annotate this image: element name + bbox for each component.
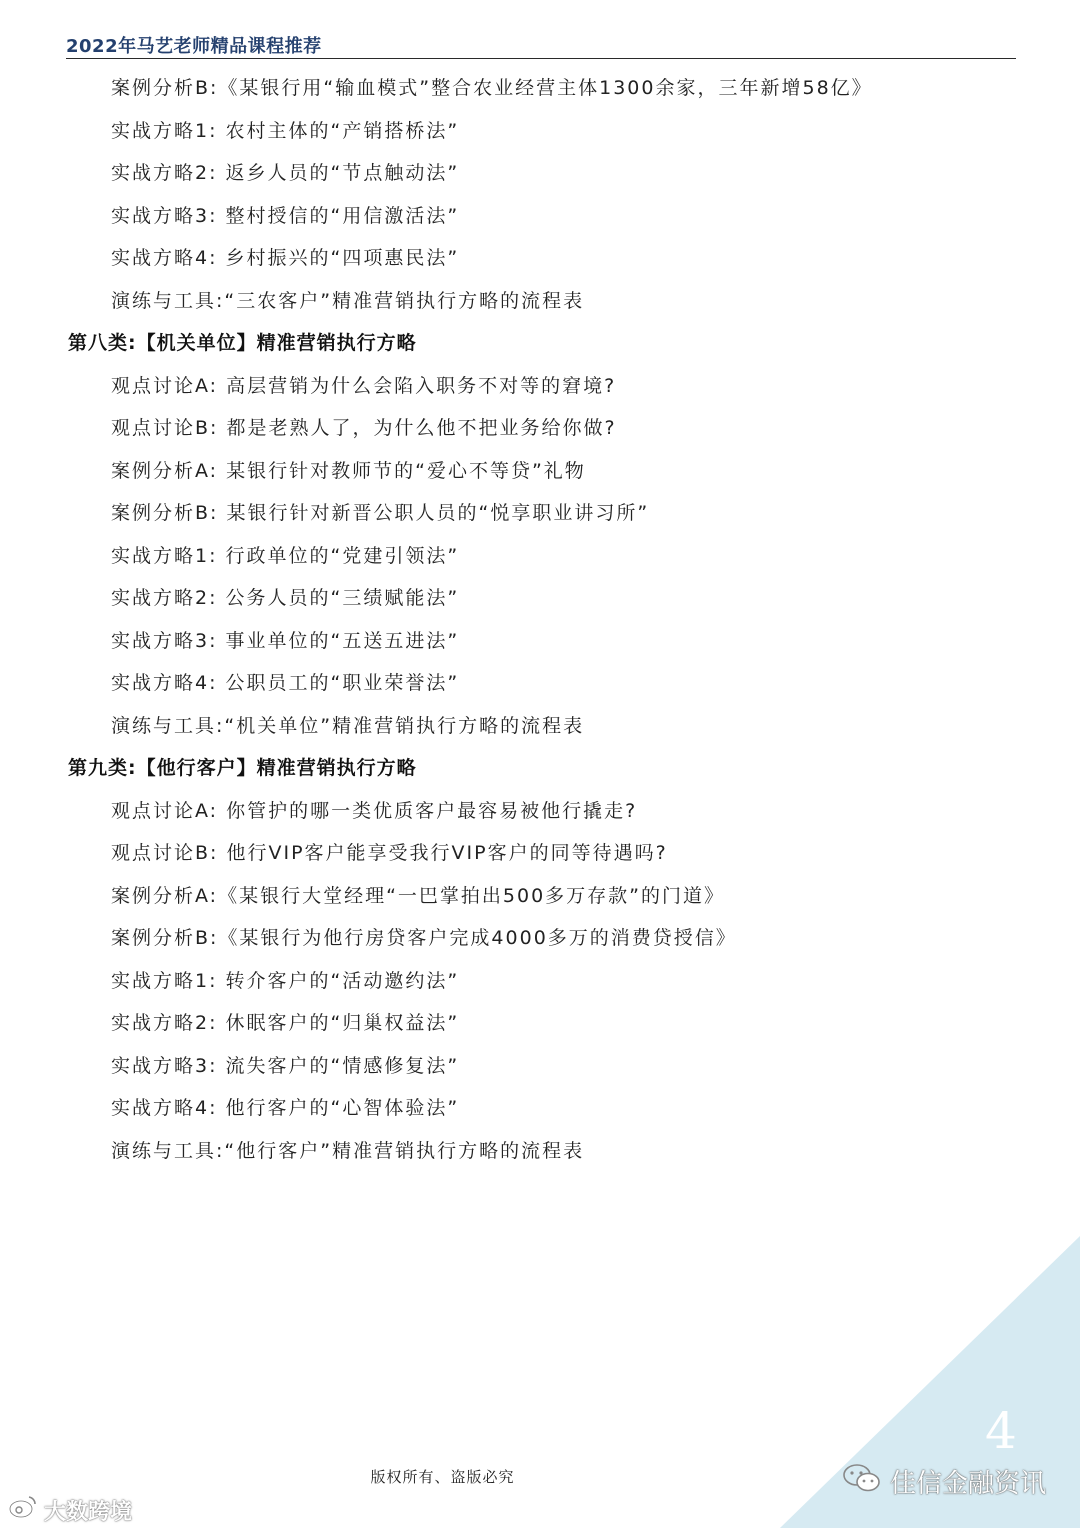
list-item: 演练与工具:“他行客户”精准营销执行方略的流程表 [111,1139,585,1162]
header-rule [66,58,1016,59]
list-item: 实战方略1: 行政单位的“党建引领法” [111,544,460,567]
weibo-icon [8,1494,38,1526]
list-item: 观点讨论A: 你管护的哪一类优质客户最容易被他行撬走? [111,799,638,822]
watermark-left-text: 大数跨境 [44,1499,133,1525]
list-item: 观点讨论A: 高层营销为什么会陷入职务不对等的窘境? [111,374,617,397]
list-item: 实战方略3: 整村授信的“用信激活法” [111,204,460,227]
header-title: 2022年马艺老师精品课程推荐 [66,36,322,57]
section-heading: 第九类:【他行客户】精准营销执行方略 [68,757,417,779]
list-item: 实战方略1: 农村主体的“产销搭桥法” [111,119,460,142]
section-heading: 第八类:【机关单位】精准营销执行方略 [68,332,417,354]
list-item: 实战方略2: 休眠客户的“归巢权益法” [111,1012,460,1034]
list-item: 实战方略1: 转介客户的“活动邀约法” [111,969,460,992]
list-item: 案例分析A:《某银行大堂经理“一巴掌拍出500多万存款”的门道》 [111,884,726,907]
list-item: 实战方略4: 乡村振兴的“四项惠民法” [111,247,460,269]
list-item: 案例分析A: 某银行针对教师节的“爱心不等贷”礼物 [111,459,586,482]
list-item: 演练与工具:“机关单位”精准营销执行方略的流程表 [111,714,585,737]
watermark-left [8,1494,132,1526]
list-item: 实战方略2: 返乡人员的“节点触动法” [111,162,460,184]
list-item: 实战方略3: 事业单位的“五送五进法” [111,629,460,652]
list-item: 案例分析B:《某银行为他行房贷客户完成4000多万的消费贷授信》 [111,927,737,949]
list-item: 案例分析B:《某银行用“输血模式”整合农业经营主体1300余家，三年新增58亿》 [111,77,873,99]
copyright-footer: 版权所有、盗版必究 [370,1468,515,1486]
watermark-right [842,1462,1046,1501]
list-item: 案例分析B: 某银行针对新晋公职人员的“悦享职业讲习所” [111,502,650,524]
wechat-icon [842,1462,882,1501]
list-item: 实战方略3: 流失客户的“情感修复法” [111,1054,460,1077]
list-item: 实战方略4: 他行客户的“心智体验法” [111,1097,460,1119]
list-item: 观点讨论B: 他行VIP客户能享受我行VIP客户的同等待遇吗? [111,842,668,864]
list-item: 实战方略4: 公职员工的“职业荣誉法” [111,672,460,694]
list-item: 演练与工具:“三农客户”精准营销执行方略的流程表 [111,289,585,312]
page-number: 4 [985,1402,1017,1460]
list-item: 观点讨论B: 都是老熟人了，为什么他不把业务给你做? [111,417,617,439]
watermark-right-text: 佳信金融资讯 [890,1469,1047,1499]
list-item: 实战方略2: 公务人员的“三绩赋能法” [111,587,460,609]
